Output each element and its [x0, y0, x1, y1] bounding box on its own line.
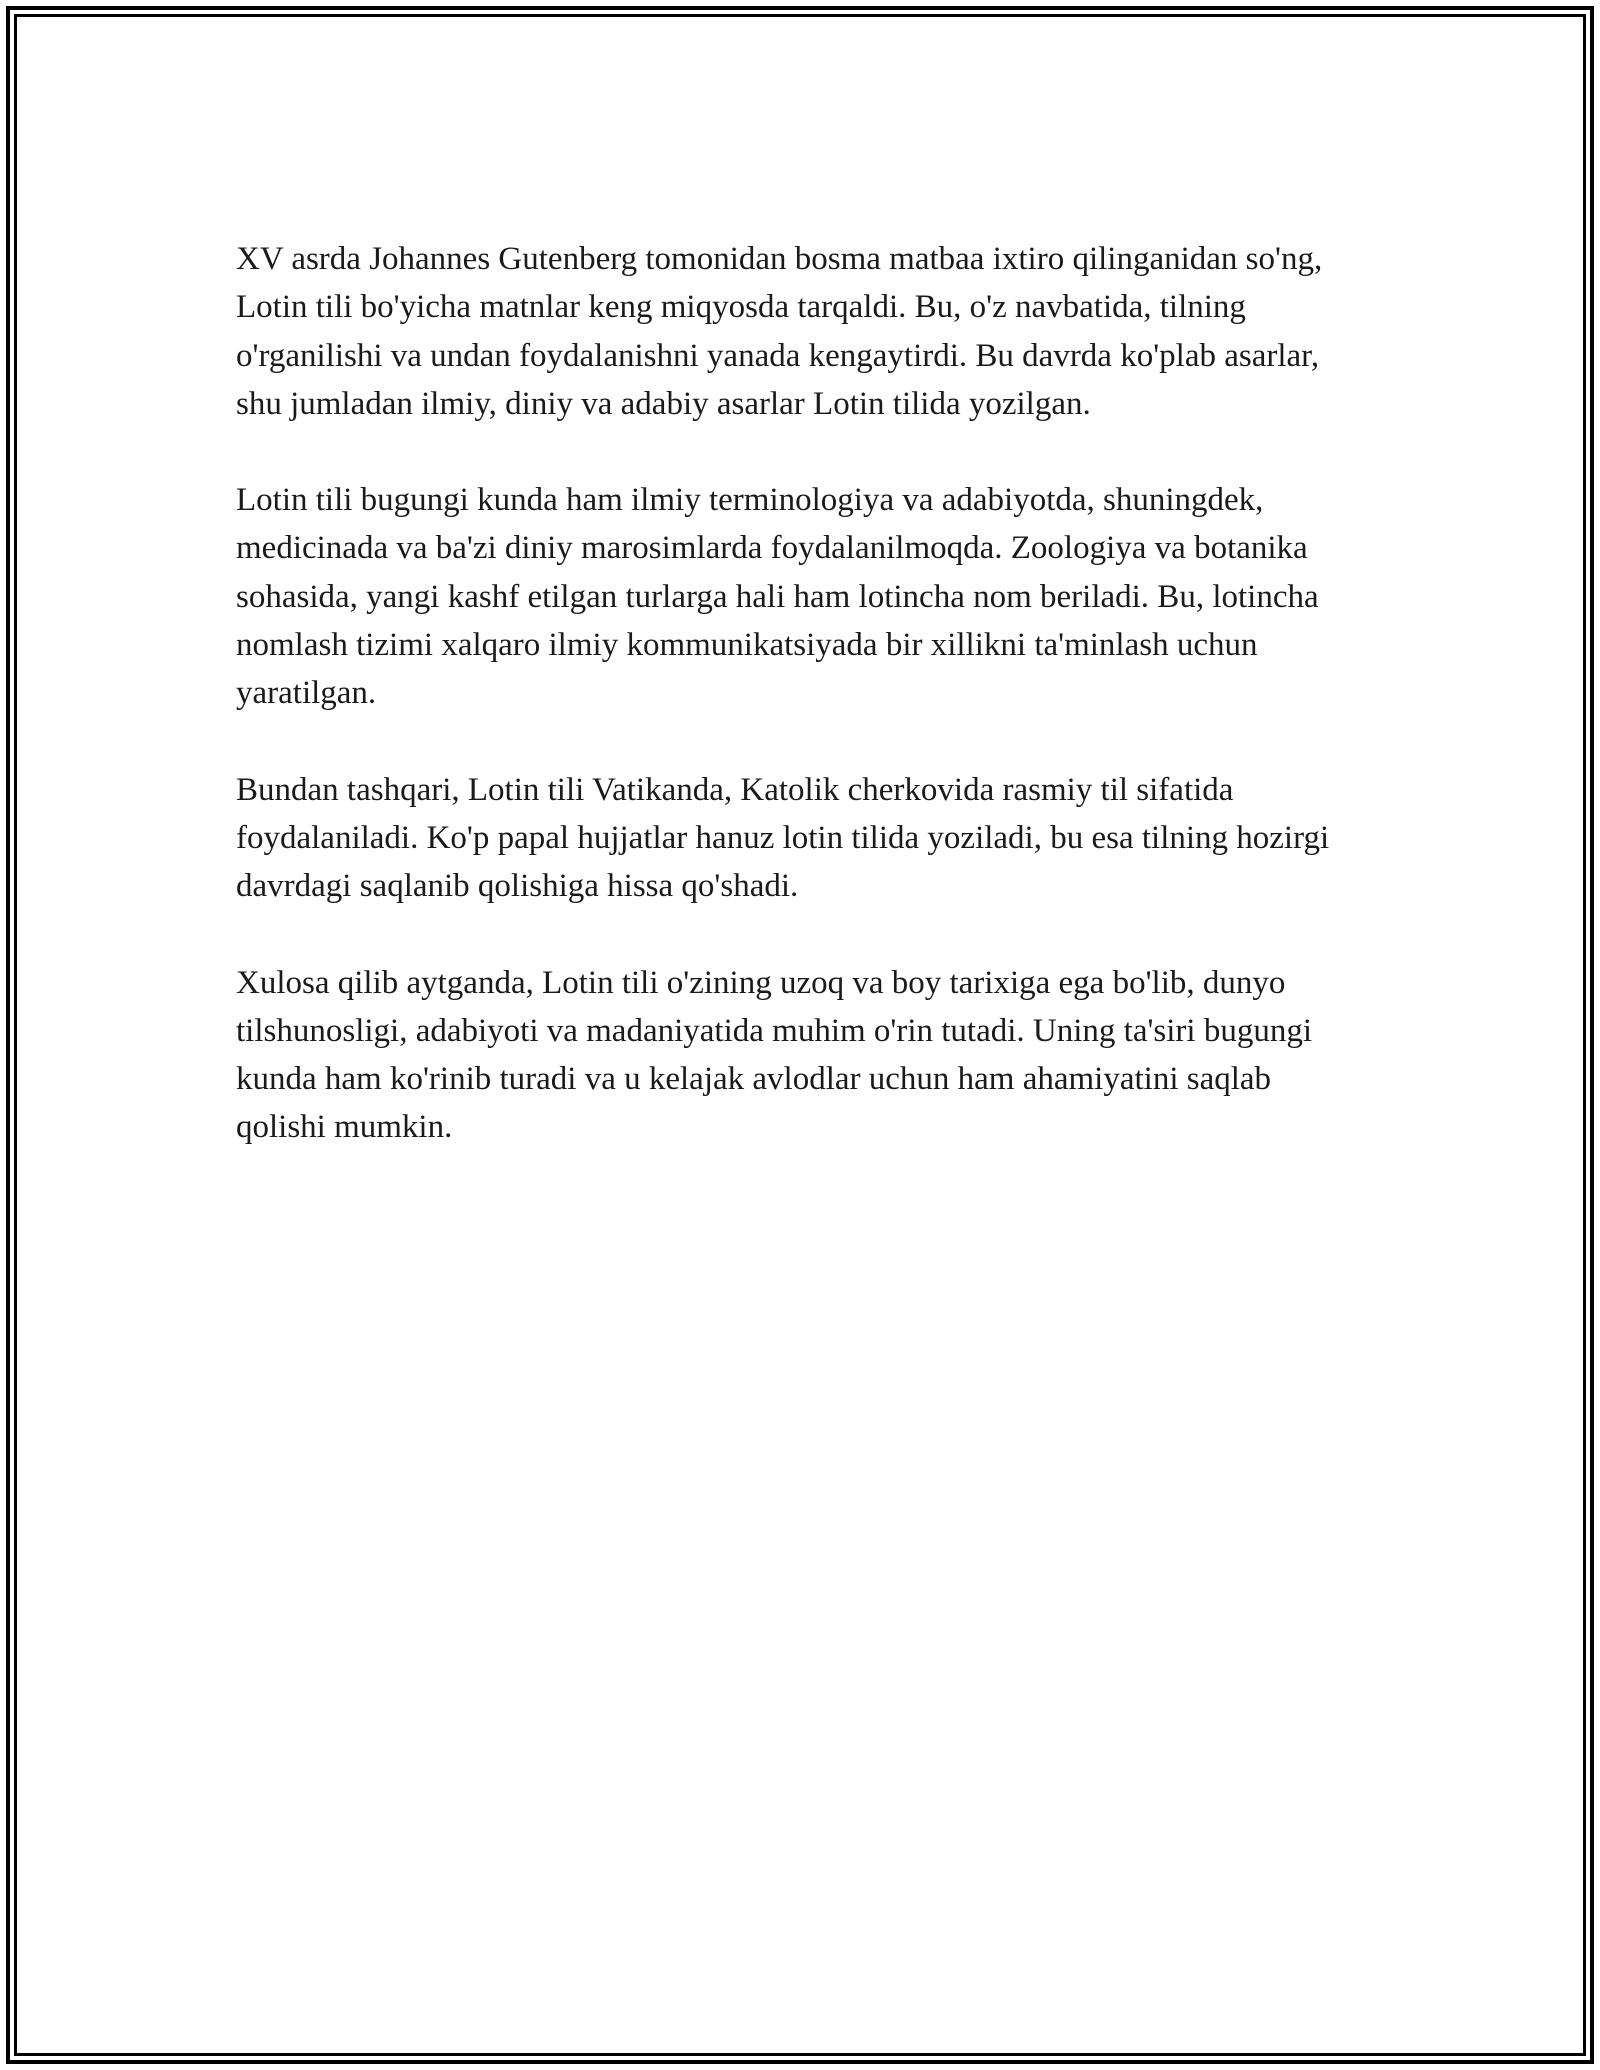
paragraph-vatican-usage: Bundan tashqari, Lotin tili Vatikanda, Katolik cherkovida rasmiy til sifatida foydalaniladi. Ko'p papal hujjatlar hanuz lotin tilida yoziladi, bu esa tilning hozirgi davrdagi saqlanib qolishiga hissa qo'shadi.	[236, 771, 1330, 905]
paragraph-conclusion: Xulosa qilib aytganda, Lotin tili o'zining uzoq va boy tarixiga ega bo'lib, dunyo tilshunosligi, adabiyoti va madaniyatida muhim o'rin tutadi. Uning ta'siri bugungi kunda ham ko'rinib turadi va u kelajak avlodlar uchun ham ahamiyatini saqlab qolishi mumkin.	[236, 964, 1313, 1146]
document-body	[236, 235, 1366, 1200]
paragraph-modern-usage: Lotin tili bugungi kunda ham ilmiy terminologiya va adabiyotda, shuningdek, medicinada va ba'zi diniy marosimlarda foydalanilmoqda. Zoologiya va botanika sohasida, yangi kashf etilgan turlarga hali ham lotincha nom beriladi. Bu, lotincha nomlash tizimi xalqaro ilmiy kommunikatsiyada bir xillikni ta'minlash uchun yaratilgan.	[236, 482, 1319, 712]
paragraph-printing-history: XV asrda Johannes Gutenberg tomonidan bosma matbaa ixtiro qilinganidan so'ng, Lotin tili bo'yicha matnlar keng miqyosda tarqaldi. Bu, o'z navbatida, tilning o'rganilishi va undan foydalanishni yanada kengaytirdi. Bu davrda ko'plab asarlar, shu jumladan ilmiy, diniy va adabiy asarlar Lotin tilida yozilgan.	[236, 241, 1323, 422]
